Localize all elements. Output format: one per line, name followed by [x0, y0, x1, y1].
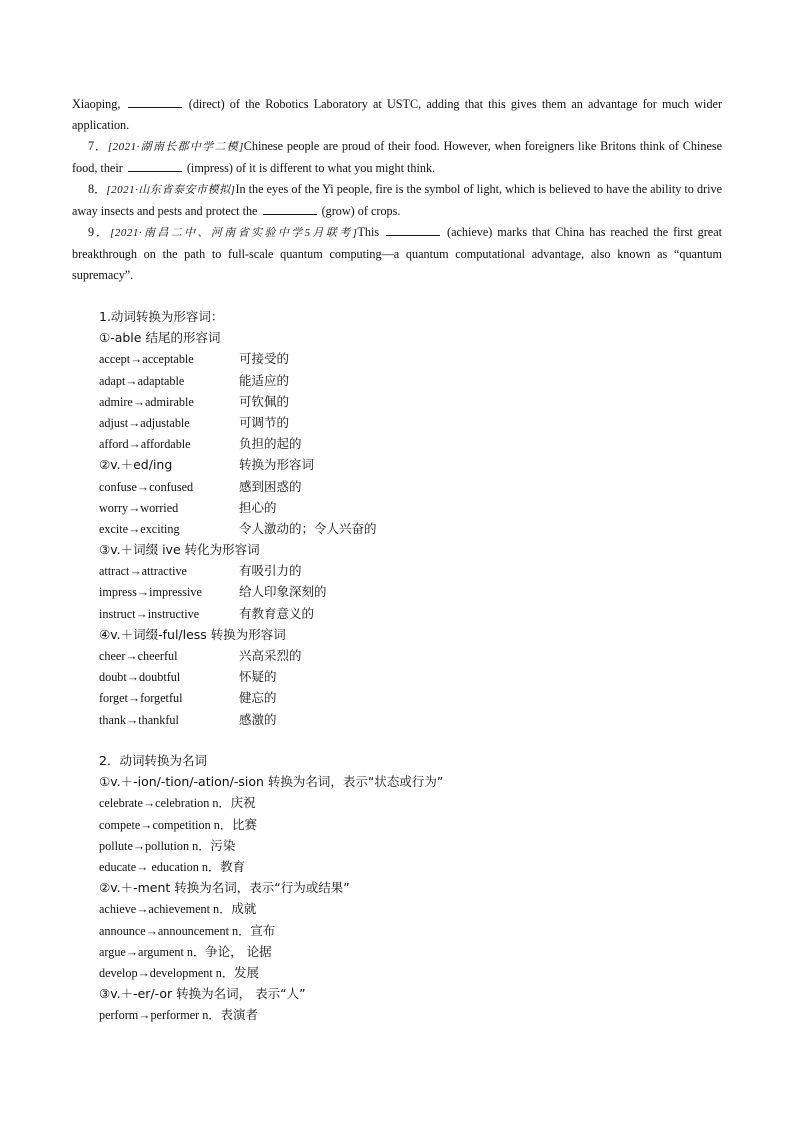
chinese-meaning: 宣布 [250, 922, 276, 938]
word-pair: celebrate→celebration n． [99, 796, 231, 811]
chinese-meaning: 担心的 [239, 499, 277, 515]
chinese-meaning: 感到困惑的 [239, 478, 302, 494]
word-pair: afford→affordable [99, 437, 191, 452]
chinese-meaning: 感激的 [239, 711, 277, 727]
vocab-entry [99, 709, 659, 730]
chinese-meaning: 发展 [234, 964, 260, 980]
word-pair: cheer→cheerful [99, 649, 178, 663]
chinese-meaning: 成就 [231, 901, 257, 917]
exercise-block [72, 94, 722, 286]
subheading-ment: ②v.＋-ment 转换为名词，表示“行为或结果” [99, 880, 350, 896]
chinese-meaning: 比赛 [232, 816, 258, 832]
word-pair: forget→forgetful [99, 691, 183, 706]
chinese-meaning: 兴高采烈的 [239, 648, 302, 663]
chinese-meaning: 负担的起的 [239, 436, 302, 452]
exercise-6-tail [72, 94, 722, 136]
subheading-ive: ③v.＋词缀 ive 转化为形容词 [99, 542, 260, 558]
word-pair: worry→worried [99, 500, 179, 515]
item-number: 8． [88, 182, 107, 196]
word-pair: doubt→doubtful [99, 670, 181, 685]
vocab-entry [99, 645, 659, 666]
word-pair: announce→announcement n． [99, 923, 251, 938]
source-tag: [2021·湖南长郡中学二模] [107, 141, 244, 153]
vocab-entry [99, 835, 699, 856]
answer-blank[interactable] [263, 203, 317, 215]
item-number: 7． [88, 139, 108, 153]
word-pair: pollute→pollution n． [99, 838, 211, 853]
vocab-entry [99, 476, 659, 497]
exercise-8 [72, 179, 722, 222]
subheading-ed-ing [99, 454, 659, 475]
word-pair: excite→exciting [99, 521, 180, 536]
text: In the eyes of the Yi people, fire is the symbol of light, which is believed to have the ability to drive away insects and pests and protect the [72, 182, 722, 218]
chinese-meaning: 怀疑的 [239, 669, 277, 685]
vocab-entry [99, 370, 659, 391]
vocab-entry [99, 581, 659, 602]
chinese-meaning: 有教育意义的 [239, 605, 315, 621]
subheading-label: ②v.＋ed/ing [99, 457, 173, 473]
subheading-ful-less: ④v.＋词缀-ful/less 转换为形容词 [99, 626, 286, 642]
word-pair: develop→development n． [99, 965, 235, 980]
chinese-meaning: 污染 [210, 837, 236, 853]
vocab-entry [99, 962, 699, 983]
text: (achieve) marks that China has reached the first great breakthrough on the path to full-scale quantum computing—a quantum computational advantage, also known as “quantum supremacy”. [72, 225, 722, 282]
word-pair: impress→impressive [99, 585, 202, 600]
word-pair: achieve→achievement n． [99, 902, 232, 917]
chinese-meaning: 可调节的 [239, 414, 290, 430]
vocab-entry [99, 412, 659, 433]
word-pair: attract→attractive [99, 564, 187, 579]
word-pair: adapt→adaptable [99, 373, 185, 388]
text: (grow) of crops. [318, 204, 401, 218]
chinese-meaning: 令人激动的；令人兴奋的 [239, 520, 377, 536]
word-pair: compete→competition n． [99, 817, 233, 832]
vocab-entry [99, 687, 659, 708]
adjective-section [99, 306, 659, 730]
word-pair: thank→thankful [99, 712, 179, 727]
word-pair: confuse→confused [99, 479, 194, 494]
word-pair: instruct→instructive [99, 606, 200, 621]
chinese-meaning: 表演者 [220, 1007, 259, 1023]
chinese-meaning: 健忘的 [239, 690, 277, 706]
vocab-entry [99, 666, 659, 687]
vocab-entry [99, 898, 699, 919]
answer-blank[interactable] [128, 96, 182, 108]
vocab-entry [99, 1004, 699, 1025]
noun-section [99, 750, 699, 1025]
word-pair: argue→argument n． [99, 944, 206, 959]
subheading-meaning: 转换为形容词 [239, 457, 315, 473]
chinese-meaning: 可钦佩的 [239, 393, 290, 409]
chinese-meaning: 可接受的 [239, 351, 290, 367]
vocab-entry [99, 497, 659, 518]
vocab-entry [99, 792, 699, 813]
answer-blank[interactable] [386, 224, 440, 236]
vocab-entry [99, 433, 659, 454]
exercise-9 [72, 222, 722, 286]
word-pair: admire→admirable [99, 394, 194, 409]
section-heading: 2．动词转换为名词 [99, 753, 207, 768]
text: Xiaoping, [72, 97, 126, 111]
vocab-entry [99, 560, 659, 581]
word-pair: accept→acceptable [99, 352, 194, 367]
text: (impress) of it is different to what you might think. [183, 161, 436, 175]
text: (direct) of the Robotics Laboratory at USTC, adding that this gives them an advantage for much wider application. [72, 97, 723, 132]
item-number: 9． [88, 225, 111, 239]
vocab-entry [99, 941, 699, 962]
exercise-7 [72, 136, 722, 179]
source-tag: [2021·南昌二中、河南省实验中学5月联考] [110, 227, 358, 239]
chinese-meaning: 能适应的 [239, 372, 290, 388]
vocab-entry [99, 920, 699, 941]
subheading-able: ①-able 结尾的形容词 [99, 330, 221, 346]
word-pair: adjust→adjustable [99, 415, 190, 430]
text: Chinese people are proud of their food. However, when foreigners like Britons think of Chinese food, their [72, 139, 723, 175]
source-tag: [2021·山东省泰安市模拟] [106, 184, 236, 196]
vocab-entry [99, 814, 699, 835]
section-heading: 1.动词转换为形容词： [99, 309, 224, 324]
chinese-meaning: 争论， 论据 [205, 943, 272, 959]
text: This [357, 225, 385, 239]
subheading-ion: ①v.＋-ion/-tion/-ation/-sion 转换为名词，表示“状态或行为” [99, 774, 444, 790]
word-pair: educate→ education n． [99, 859, 221, 874]
chinese-meaning: 有吸引力的 [239, 563, 302, 579]
vocab-entry [99, 603, 659, 624]
chinese-meaning: 庆祝 [230, 795, 256, 811]
vocab-entry [99, 391, 659, 412]
answer-blank[interactable] [128, 160, 182, 172]
vocab-entry [99, 348, 659, 369]
chinese-meaning: 教育 [220, 858, 246, 874]
vocab-entry [99, 518, 659, 539]
word-pair: perform→performer n． [99, 1008, 221, 1023]
vocab-entry [99, 856, 699, 877]
chinese-meaning: 给人印象深刻的 [239, 584, 327, 600]
subheading-er-or: ③v.＋-er/-or 转换为名词， 表示“人” [99, 986, 306, 1002]
